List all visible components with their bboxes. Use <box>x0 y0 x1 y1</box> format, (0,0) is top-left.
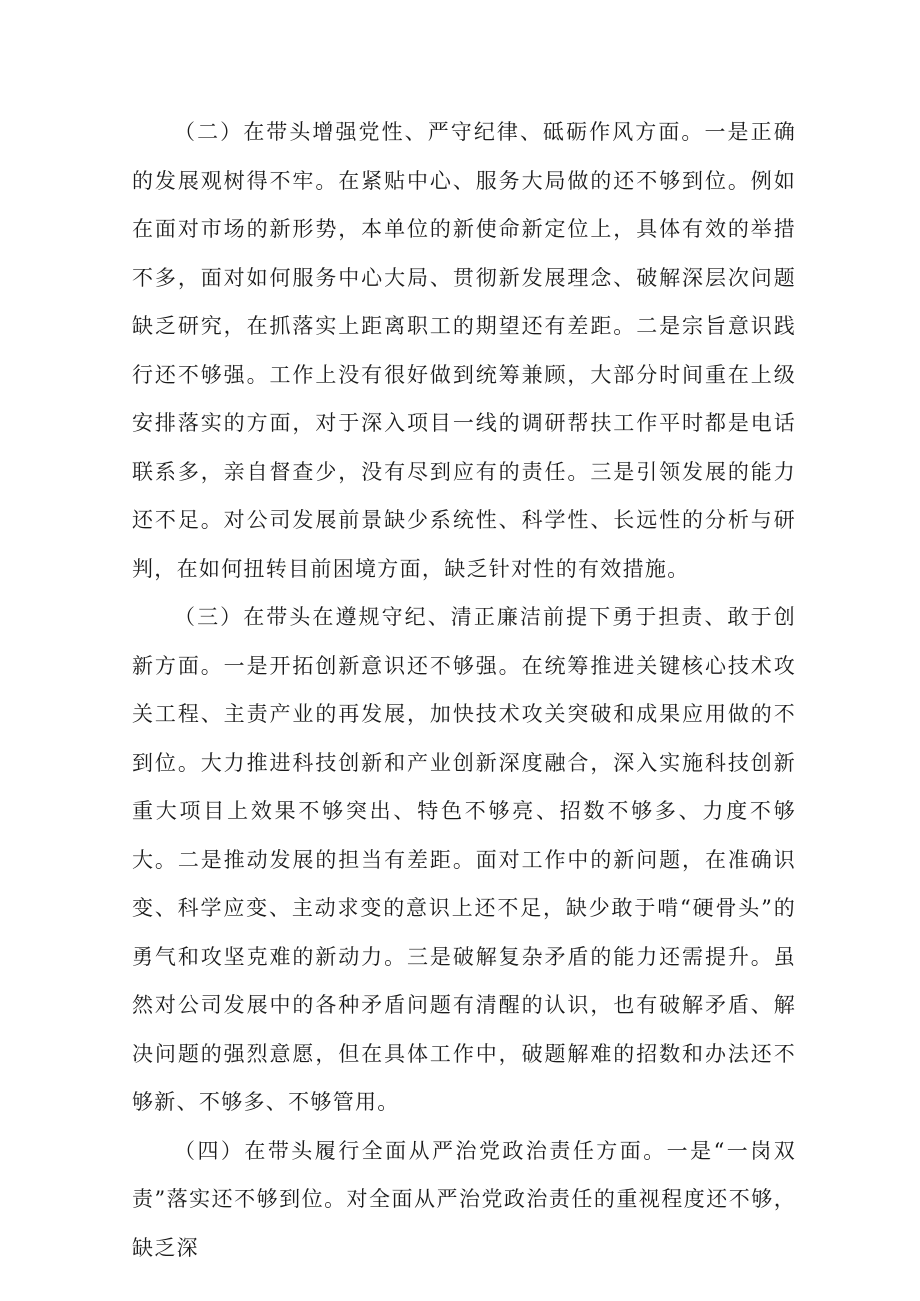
paragraph-section-2: （二）在带头增强党性、严守纪律、砥砺作风方面。一是正确的发展观树得不牢。在紧贴中心、服务大局做的还不够到位。例如在面对市场的新形势，本单位的新使命新定位上，具体有效的举措不多，面对如何服务中心大局、贯彻新发展理念、破解深层次问题缺乏研究，在抓落实上距离职工的期望还有差距。二是宗旨意识践行还不够强。工作上没有很好做到统筹兼顾，大部分时间重在上级安排落实的方面，对于深入项目一线的调研帮扶工作平时都是电话联系多，亲自督查少，没有尽到应有的责任。三是引领发展的能力还不足。对公司发展前景缺少系统性、科学性、长远性的分析与研判，在如何扭转目前困境方面，缺乏针对性的有效措施。 <box>132 120 796 581</box>
document-body <box>132 108 796 1272</box>
paragraph-section-4: （四）在带头履行全面从严治党政治责任方面。一是“一岗双责”落实还不够到位。对全面从严治党政治责任的重视程度还不够，缺乏深 <box>132 1138 796 1260</box>
paragraph-section-3: （三）在带头在遵规守纪、清正廉洁前提下勇于担责、敢于创新方面。一是开拓创新意识还不够强。在统筹推进关键核心技术攻关工程、主责产业的再发展，加快技术攻关突破和成果应用做的不到位。大力推进科技创新和产业创新深度融合，深入实施科技创新重大项目上效果不够突出、特色不够亮、招数不够多、力度不够大。二是推动发展的担当有差距。面对工作中的新问题，在准确识变、科学应变、主动求变的意识上还不足，缺少敢于啃“硬骨头”的勇气和攻坚克难的新动力。三是破解复杂矛盾的能力还需提升。虽然对公司发展中的各种矛盾问题有清醒的认识，也有破解矛盾、解决问题的强烈意愿，但在具体工作中，破题解难的招数和办法还不够新、不够多、不够管用。 <box>132 605 796 1114</box>
